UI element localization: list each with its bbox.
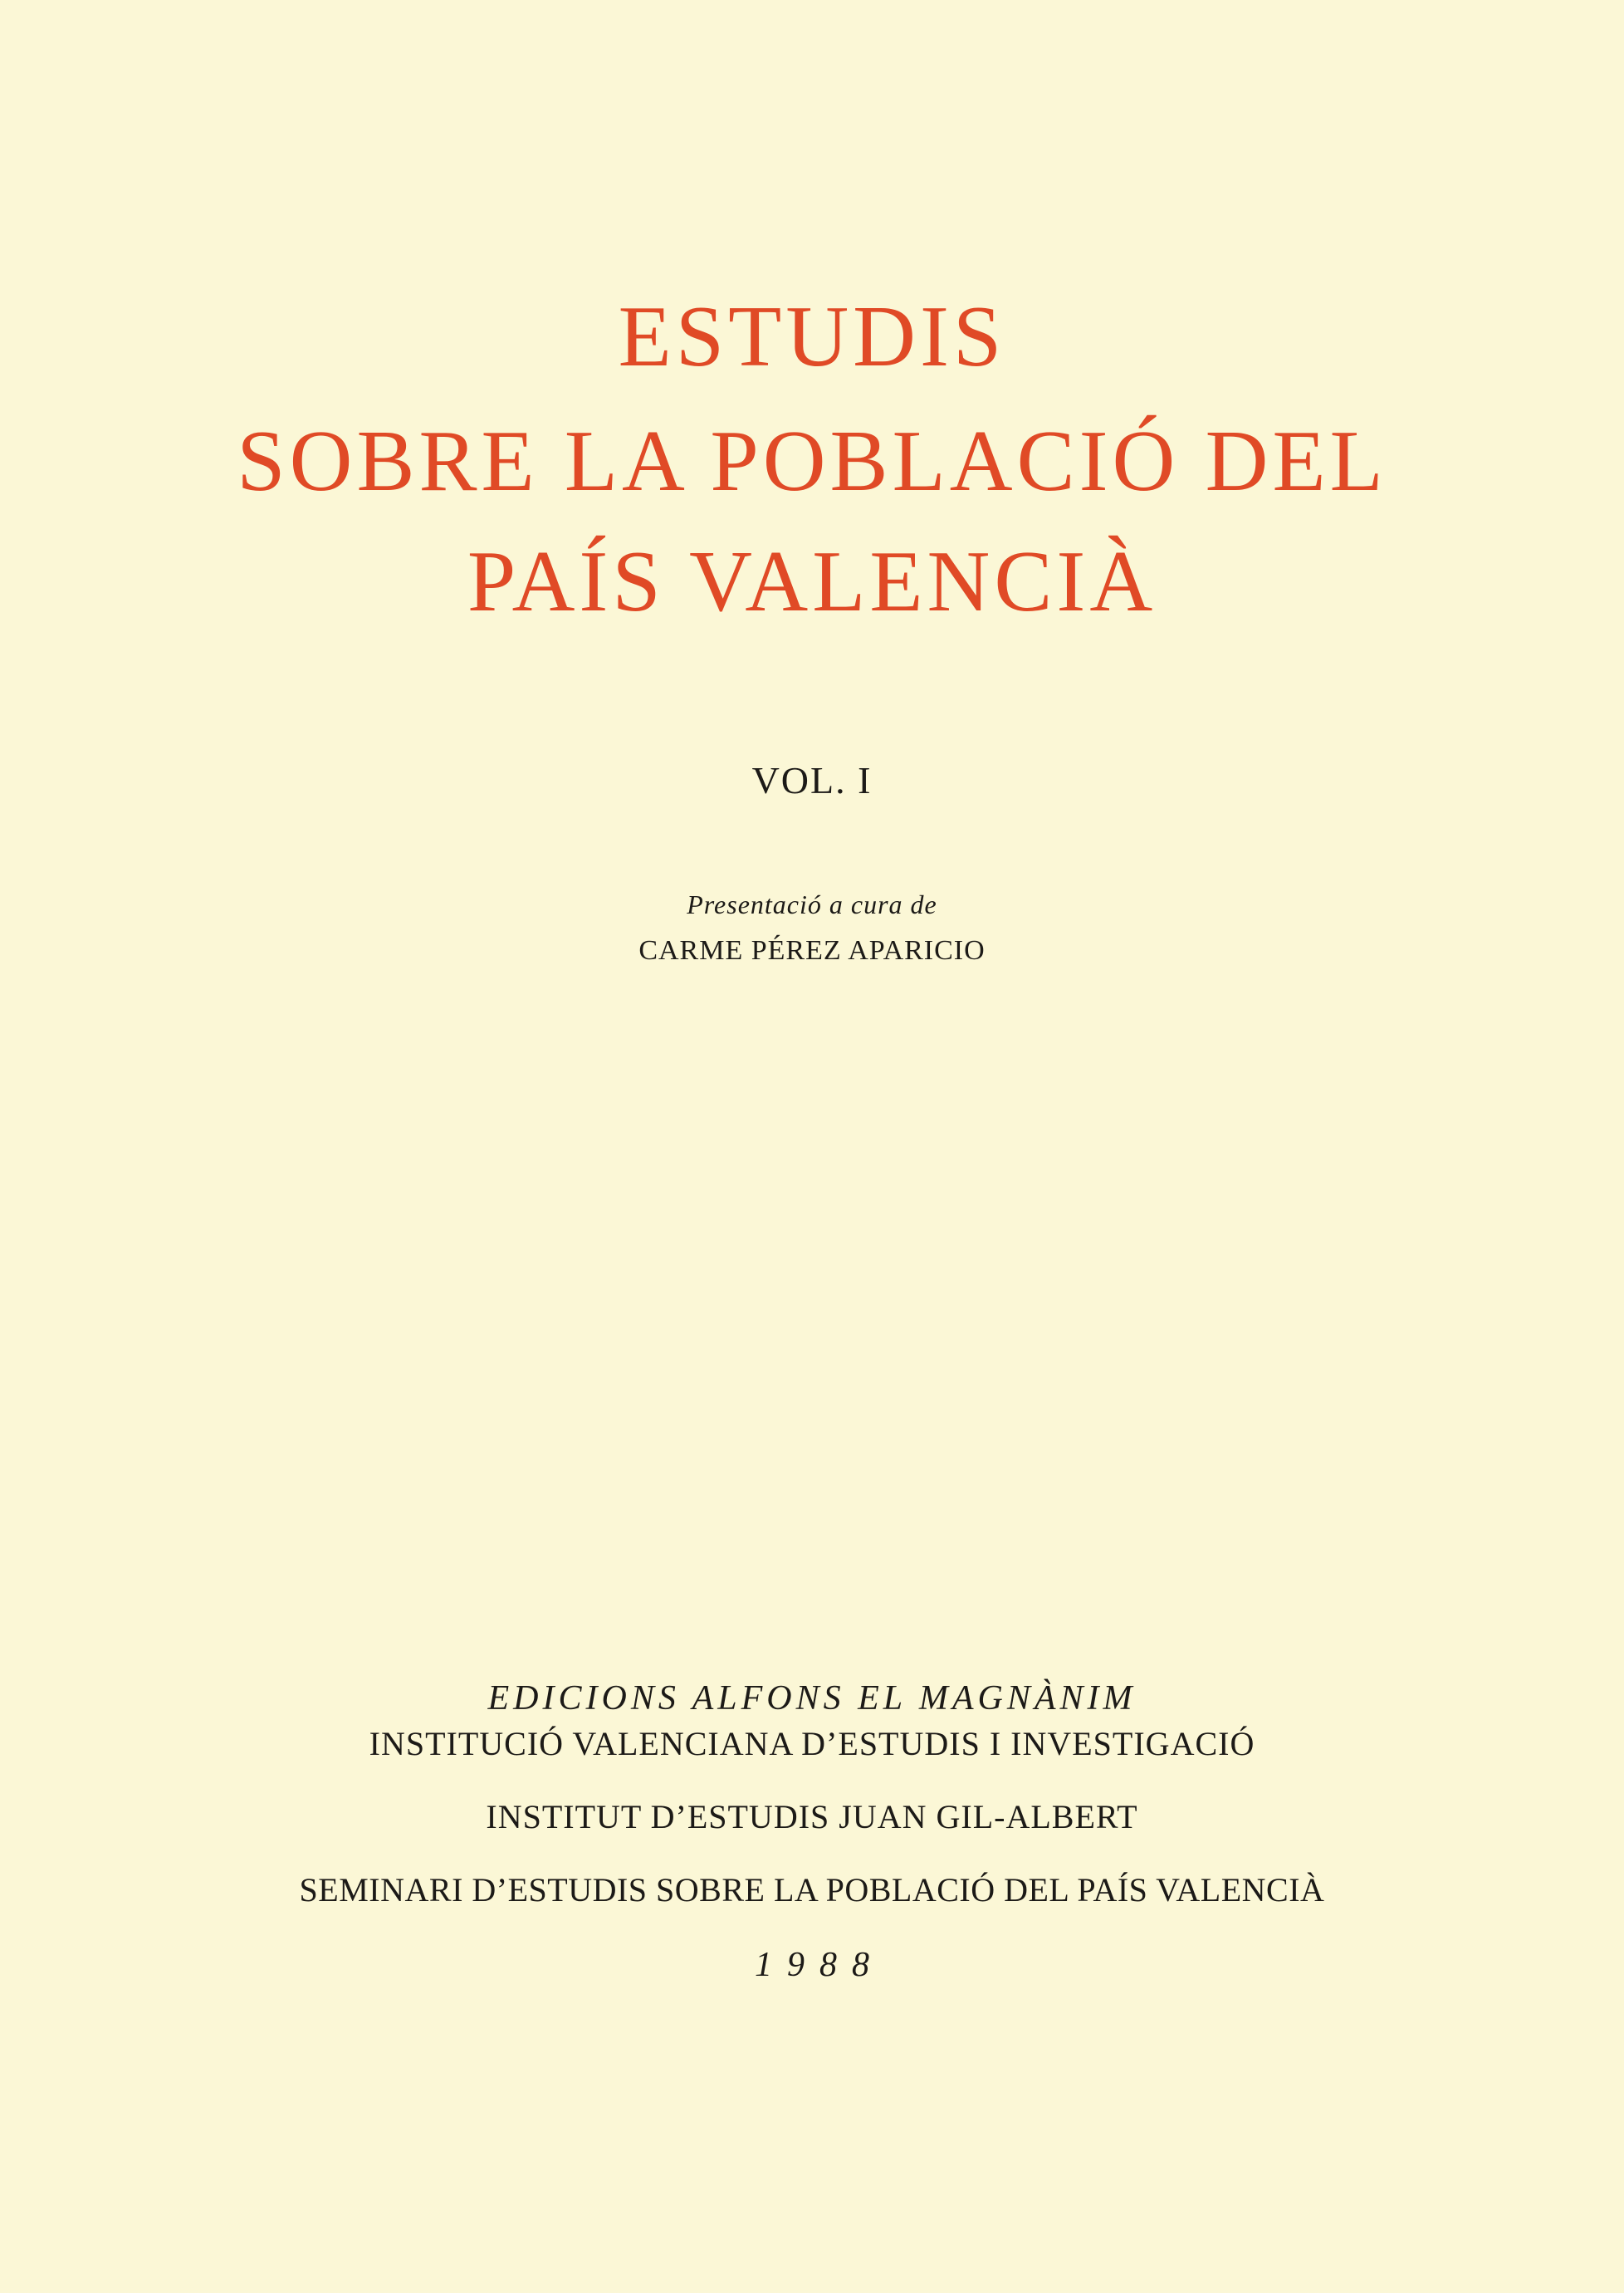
- publisher-seminar: SEMINARI D’ESTUDIS SOBRE LA POBLACIÓ DEL PAÍS VALENCIÀ: [299, 1871, 1325, 1908]
- book-title-line-1: ESTUDIS: [618, 287, 1006, 385]
- publisher-imprint: EDICIONS ALFONS EL MAGNÀNIM: [487, 1679, 1137, 1717]
- publication-year: 1988: [755, 1946, 884, 1984]
- publisher-institute: INSTITUT D’ESTUDIS JUAN GIL-ALBERT: [486, 1798, 1138, 1835]
- book-title-line-2: SOBRE LA POBLACIÓ DEL: [237, 412, 1387, 509]
- editor-name: CARME PÉREZ APARICIO: [638, 935, 986, 966]
- presentation-label: Presentació a cura de: [687, 889, 937, 919]
- volume-number: VOL. I: [751, 759, 873, 801]
- book-title-line-3: PAÍS VALENCIÀ: [467, 532, 1157, 630]
- publisher-institution: INSTITUCIÓ VALENCIANA D’ESTUDIS I INVESTIGACIÓ: [369, 1725, 1255, 1762]
